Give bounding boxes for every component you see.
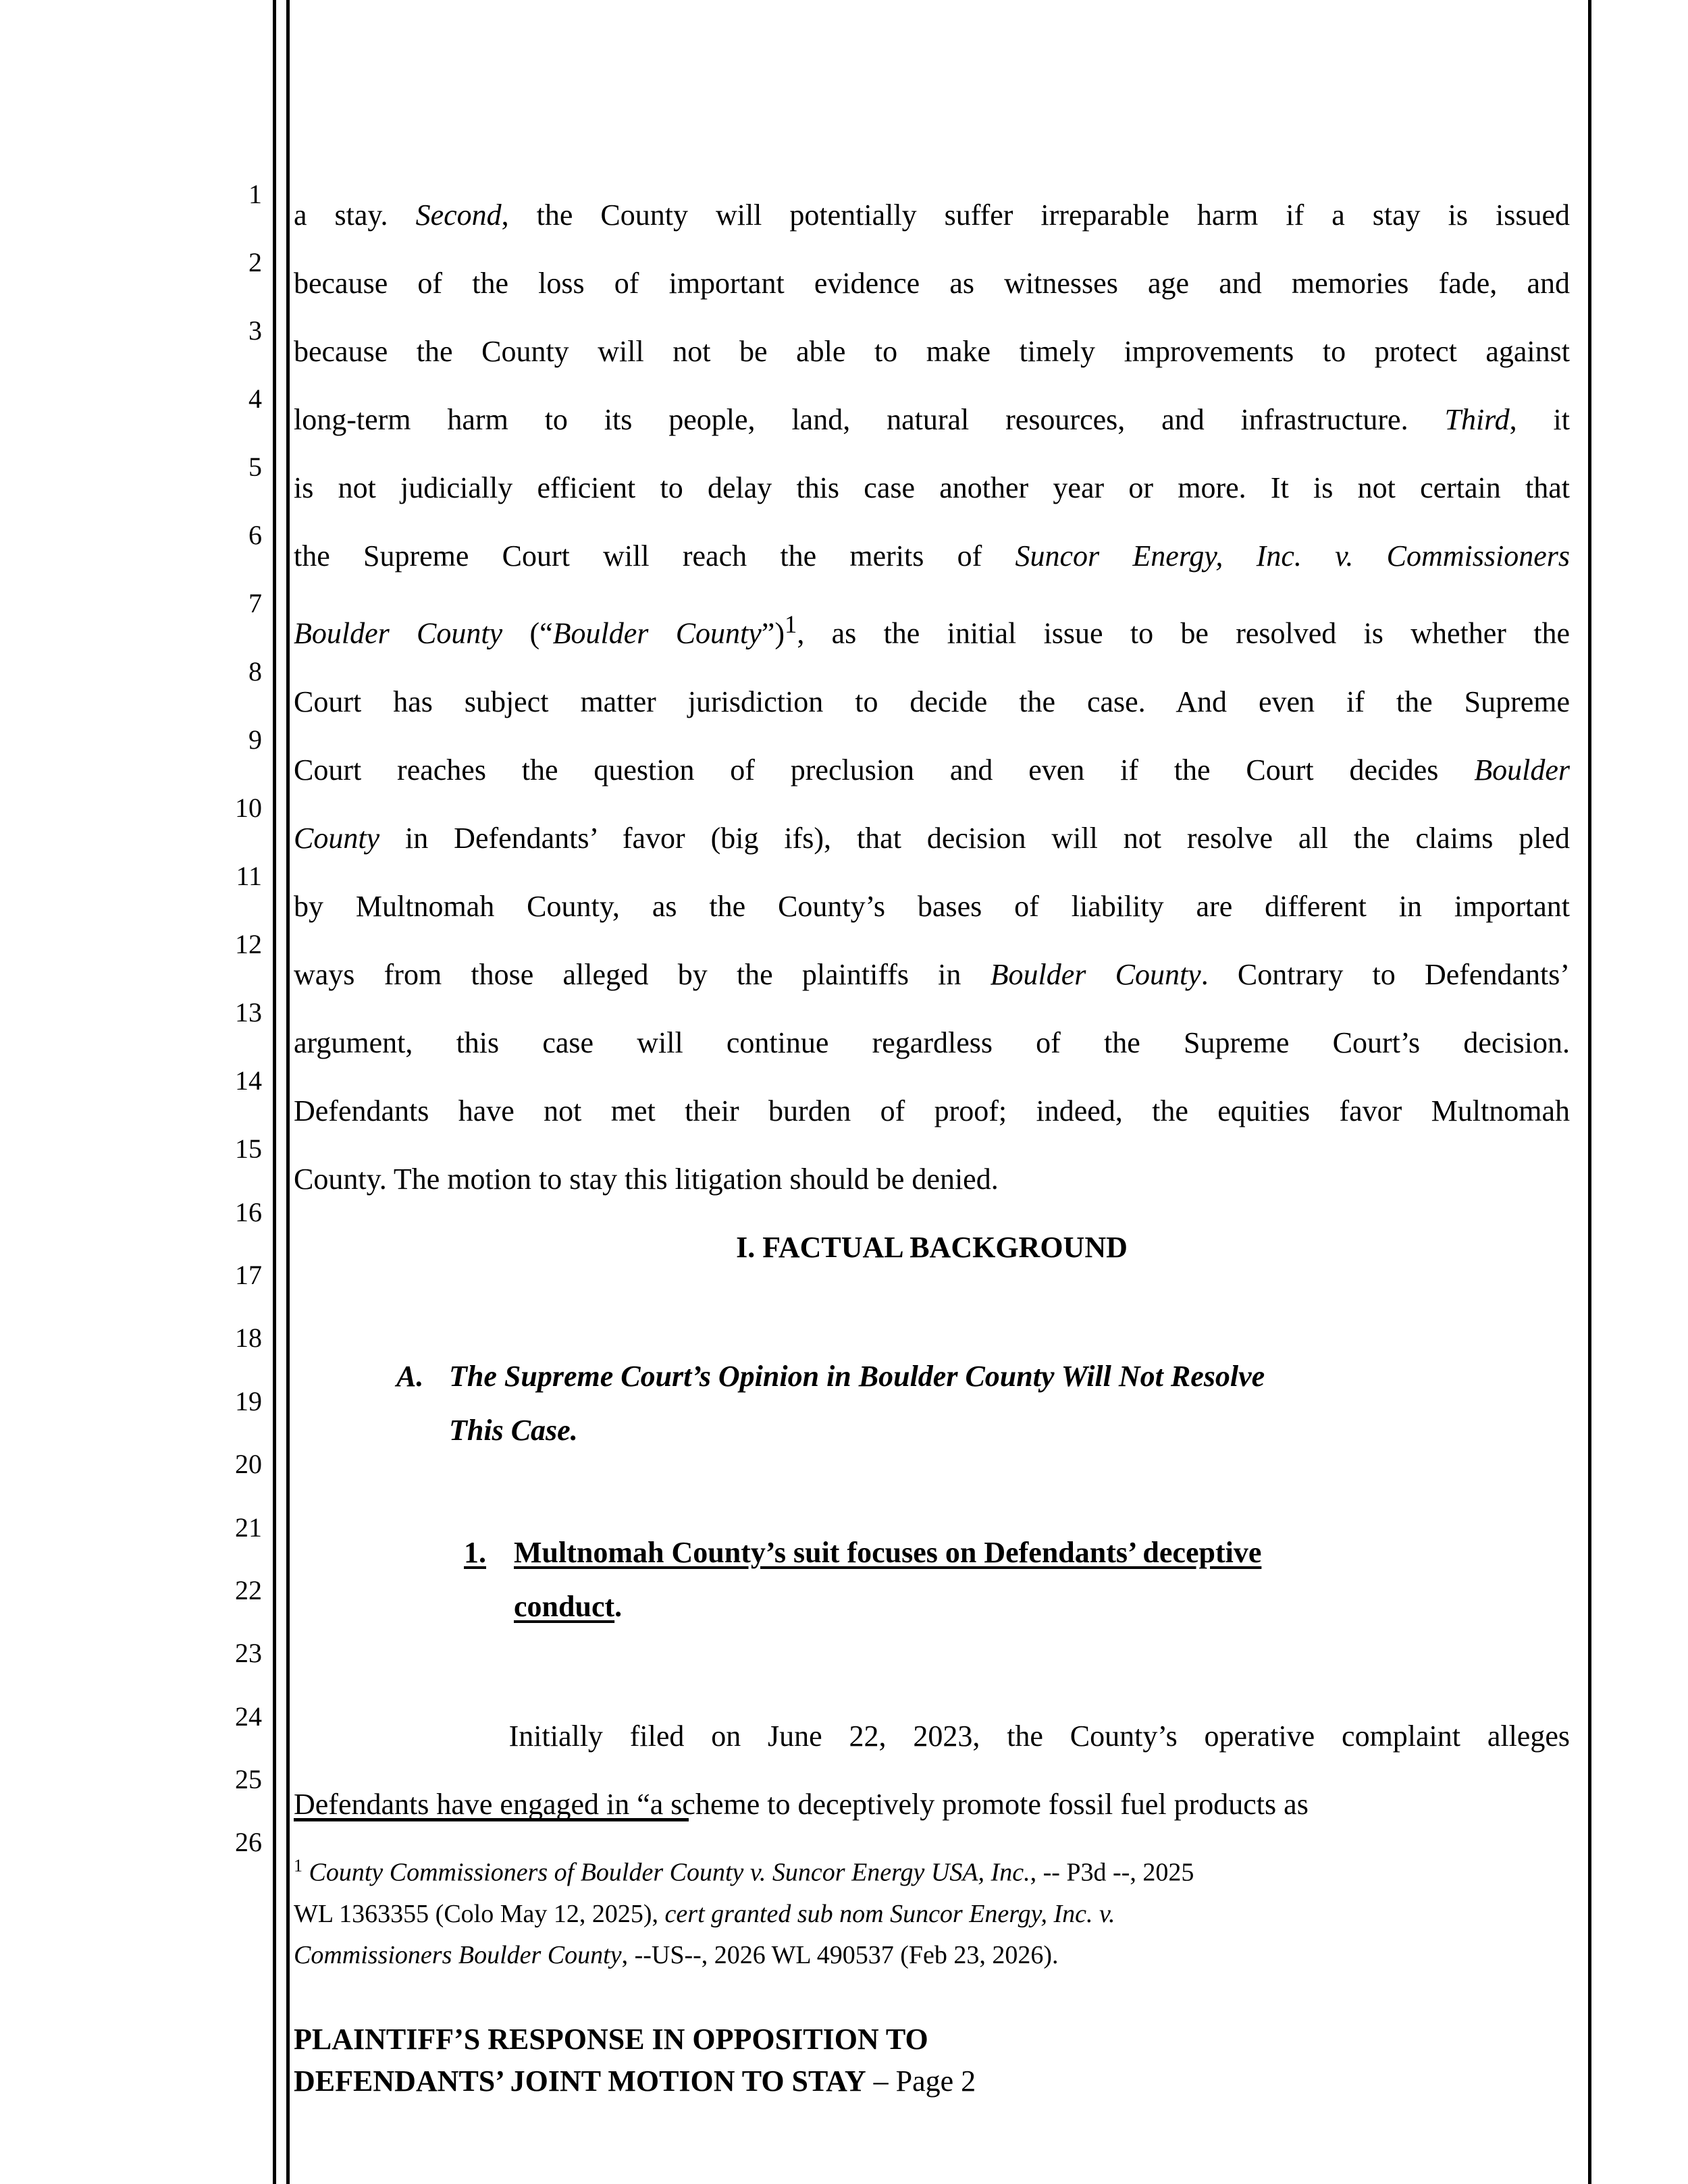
heading-spacer bbox=[294, 1281, 1570, 1350]
line-number: 9 bbox=[248, 724, 262, 755]
footnote-case-name: County Commissioners of Boulder County v. Suncor Energy USA, Inc. bbox=[309, 1858, 1030, 1887]
line-number: 11 bbox=[236, 861, 262, 891]
line-number: 12 bbox=[235, 929, 262, 959]
footnote-line3-a: Commissioners Boulder County bbox=[294, 1940, 622, 1969]
subheading-a-spacer bbox=[294, 1458, 1570, 1526]
line-number: 17 bbox=[235, 1260, 262, 1290]
subheading-a-marker: A. bbox=[396, 1359, 424, 1393]
line-number: 24 bbox=[235, 1701, 262, 1732]
subheading-a-line2-suffix: . bbox=[570, 1413, 578, 1447]
footnote-1 bbox=[294, 1845, 1570, 1976]
body-text-line: Boulder County (“Boulder County”)$^1$, as the initial issue to be resolved is whether the bbox=[294, 610, 1570, 650]
footnote-line-1 bbox=[294, 1845, 1570, 1894]
document-body bbox=[294, 181, 1570, 1838]
body-text-line: Defendants have not met their burden of proof; indeed, the equities favor Multnomah bbox=[294, 1094, 1570, 1127]
subheading-1-line1: Multnomah County’s suit focuses on Defendants’ deceptive bbox=[514, 1535, 1262, 1569]
line-number: 23 bbox=[235, 1638, 262, 1668]
subheading-1-line2-suffix: . bbox=[614, 1589, 623, 1623]
body-text-line: ways from those alleged by the plaintiffs in Boulder County. Contrary to Defendants’ bbox=[294, 957, 1570, 991]
footnote-line3-b: , --US--, 2026 WL 490537 (Feb 23, 2026). bbox=[621, 1940, 1059, 1969]
body-text-line: County in Defendants’ favor (big ifs), that decision will not resolve all the claims pled bbox=[294, 821, 1570, 855]
line-number: 16 bbox=[235, 1197, 262, 1227]
body-text-line: Defendants have engaged in “a scheme to deceptively promote fossil fuel products as bbox=[294, 1787, 1309, 1821]
line-number: 26 bbox=[235, 1827, 262, 1857]
body-text-line: the Supreme Court will reach the merits of Suncor Energy, Inc. v. Commissioners bbox=[294, 539, 1571, 572]
subheading-1-line2: conduct bbox=[514, 1589, 615, 1623]
subheading-1 bbox=[294, 1526, 1570, 1634]
footnote-line2-b: cert granted sub nom Suncor Energy, Inc. v. bbox=[664, 1899, 1115, 1928]
line-number: 14 bbox=[235, 1065, 262, 1096]
body-text-line: Court has subject matter jurisdiction to decide the case. And even if the Supreme bbox=[294, 685, 1570, 718]
line-number: 7 bbox=[248, 588, 262, 618]
body-text-line: a stay. Second, the County will potentially suffer irreparable harm if a stay is issued bbox=[294, 198, 1570, 232]
footnote-line-2 bbox=[294, 1894, 1570, 1935]
line-number: 2 bbox=[248, 247, 262, 277]
line-number: 22 bbox=[235, 1575, 262, 1605]
footnote-line-3 bbox=[294, 1935, 1570, 1976]
body-text-line: argument, this case will continue regardless of the Supreme Court’s decision. bbox=[294, 1026, 1570, 1059]
line-number: 13 bbox=[235, 997, 262, 1028]
line-number: 21 bbox=[235, 1512, 262, 1543]
footer-line-2 bbox=[294, 2060, 1570, 2102]
subheading-1-text bbox=[514, 1526, 1570, 1634]
subheading-a-text bbox=[449, 1350, 1570, 1458]
line-number: 3 bbox=[248, 315, 262, 346]
body-text-line: Initially filed on June 22, 2023, the County’s operative complaint alleges bbox=[294, 1719, 1570, 1753]
body-text-line: Court reaches the question of preclusion and even if the Court decides Boulder bbox=[294, 753, 1570, 787]
footnote-separator-rule bbox=[294, 1818, 689, 1821]
line-number: 25 bbox=[235, 1764, 262, 1794]
footer-line-1: PLAINTIFF’S RESPONSE IN OPPOSITION TO bbox=[294, 2023, 928, 2056]
subheading-1-marker: 1. bbox=[464, 1535, 486, 1569]
line-number: 20 bbox=[235, 1449, 262, 1479]
body-text-line: County. The motion to stay this litigation should be denied. bbox=[294, 1162, 999, 1196]
body-text-line: long-term harm to its people, land, natural resources, and infrastructure. Third, it bbox=[294, 403, 1570, 436]
line-number: 1 bbox=[248, 179, 262, 209]
line-number: 10 bbox=[235, 793, 262, 823]
line-number: 5 bbox=[248, 452, 262, 482]
footnote-marker: 1 bbox=[294, 1856, 302, 1875]
footnote-line1-rest: , -- P3d --, 2025 bbox=[1030, 1858, 1194, 1887]
line-number: 4 bbox=[248, 383, 262, 414]
line-number: 19 bbox=[235, 1386, 262, 1416]
subheading-a-line2: This Case bbox=[449, 1413, 571, 1447]
section-heading-factual-background: I. FACTUAL BACKGROUND bbox=[736, 1230, 1128, 1264]
body-text-line: by Multnomah County, as the County’s bases of liability are different in important bbox=[294, 889, 1570, 923]
line-number: 8 bbox=[248, 656, 262, 687]
body-text-line: because the County will not be able to make timely improvements to protect against bbox=[294, 335, 1570, 368]
document-footer bbox=[294, 2019, 1570, 2102]
pleading-rule-left-outer bbox=[273, 0, 276, 2184]
paragraph-block-opening bbox=[294, 181, 1570, 1213]
line-number: 6 bbox=[248, 520, 262, 550]
pleading-rule-right bbox=[1588, 0, 1591, 2184]
footer-title-line2: DEFENDANTS’ JOINT MOTION TO STAY bbox=[294, 2065, 866, 2098]
subheading-1-spacer bbox=[294, 1634, 1570, 1702]
subheading-a-line1: The Supreme Court’s Opinion in Boulder County Will Not Resolve bbox=[449, 1359, 1265, 1393]
line-number: 18 bbox=[235, 1323, 262, 1353]
subheading-a bbox=[294, 1350, 1570, 1458]
footer-page-label: – Page 2 bbox=[866, 2065, 976, 2098]
pleading-rule-left-inner bbox=[286, 0, 290, 2184]
body-text-line: is not judicially efficient to delay this case another year or more. It is not certain that bbox=[294, 471, 1570, 504]
body-text-line: because of the loss of important evidence as witnesses age and memories fade, and bbox=[294, 267, 1570, 300]
line-number: 15 bbox=[235, 1134, 262, 1164]
footnote-line2-a: WL 1363355 (Colo May 12, 2025), bbox=[294, 1899, 665, 1928]
